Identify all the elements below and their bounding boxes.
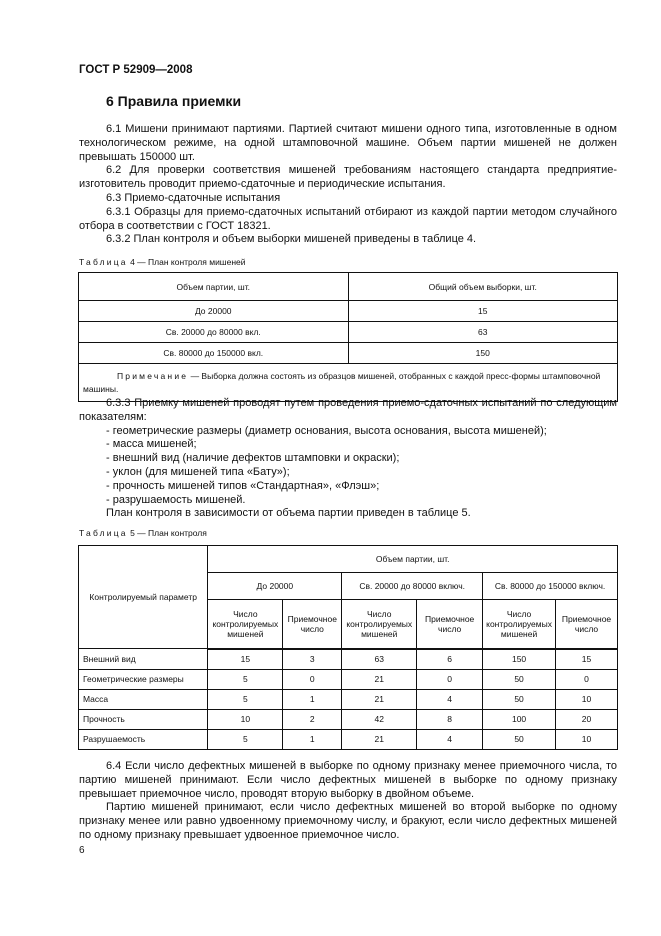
table-cell: 15 [348, 301, 618, 322]
sub-header-cell: Число контролируемых мишеней [208, 600, 283, 649]
table-cell: 21 [342, 669, 417, 689]
table-cell: 10 [556, 729, 618, 749]
section-6-text-block-2 [79, 397, 617, 521]
paragraph-6-3-2: 6.3.2 План контроля и объем выборки мишеней приведены в таблице 4. [106, 233, 477, 246]
list-item: - геометрические размеры (диаметр основания, высота основания, высота мишеней); [106, 424, 547, 437]
table-cell: 15 [556, 649, 618, 670]
table-cell: 1 [283, 729, 342, 749]
list-item: - масса мишеней; [106, 438, 197, 451]
table-cell: 20 [556, 709, 618, 729]
paragraph-6-3-3: 6.3.3 Приемку мишеней проводят путем проведения приемо-сдаточных испытаний по следующим показателям: [79, 397, 617, 423]
table-cell: 6 [417, 649, 483, 670]
range-header-cell: Св. 80000 до 150000 включ. [483, 573, 618, 600]
table-cell: 4 [417, 689, 483, 709]
table-cell: До 20000 [79, 301, 349, 322]
table-header-row [79, 273, 618, 301]
table-cell: Св. 80000 до 150000 вкл. [79, 343, 349, 364]
table-cell: 100 [483, 709, 556, 729]
table-cell: 1 [283, 689, 342, 709]
table-5-control-plan [78, 545, 618, 750]
table-cell: 21 [342, 729, 417, 749]
table-note [79, 364, 618, 402]
range-header-cell: Св. 20000 до 80000 включ. [342, 573, 483, 600]
paragraph-6-3-1: 6.3.1 Образцы для приемо-сдаточных испытаний отбирают из каждой партии методом случайного отбора в соответствии с ГОСТ 18321. [79, 205, 617, 232]
table-row [79, 649, 618, 670]
table-cell: 2 [283, 709, 342, 729]
table-note-row [79, 364, 618, 402]
table-row [79, 301, 618, 322]
sub-header-cell: Приемочное число [417, 600, 483, 649]
table-row [79, 689, 618, 709]
table-5-caption-prefix: Таблица [79, 528, 128, 538]
table-cell: 50 [483, 669, 556, 689]
section-6-text-block-1 [79, 123, 617, 247]
table-cell: 150 [348, 343, 618, 364]
table-cell: Геометрические размеры [79, 669, 208, 689]
table-4-caption [79, 257, 246, 267]
note-prefix: Примечание [117, 370, 189, 381]
table-row [79, 343, 618, 364]
table-cell: 0 [556, 669, 618, 689]
table-cell: Св. 20000 до 80000 вкл. [79, 322, 349, 343]
table-cell: Масса [79, 689, 208, 709]
section-title: 6 Правила приемки [106, 93, 242, 109]
list-item: - разрушаемость мишеней. [106, 493, 246, 506]
table-cell: 4 [417, 729, 483, 749]
table-cell: 21 [342, 689, 417, 709]
table-header-row [79, 546, 618, 573]
table-5-caption-title: 5 — План контроля [127, 528, 207, 538]
list-item: - уклон (для мишеней типа «Бату»); [106, 465, 290, 478]
sub-header-cell: Приемочное число [556, 600, 618, 649]
section-6-text-block-3 [79, 760, 617, 843]
header-cell: Общий объем выборки, шт. [348, 273, 618, 301]
paragraph-6-1: 6.1 Мишени принимают партиями. Партией считают мишени одного типа, изготовленные в одном технологическом режиме, на одной штамповочной машине. Объем партии мишеней не должен превышать 150000 шт. [79, 123, 617, 163]
table-4-caption-prefix: Таблица [79, 257, 128, 267]
table-row [79, 322, 618, 343]
table-cell: Внешний вид [79, 649, 208, 670]
table-cell: 3 [283, 649, 342, 670]
paragraph-acceptance-rule: Партию мишеней принимают, если число дефектных мишеней во второй выборке по одному признаку менее или равно удвоенному приемочному числу, и бракуют, если число дефектных мишеней по одному признаку превышает удвоенное приемочное число. [79, 801, 617, 841]
table-cell: 50 [483, 689, 556, 709]
sub-header-cell: Приемочное число [283, 600, 342, 649]
table-cell: 5 [208, 729, 283, 749]
list-item: - прочность мишеней типов «Стандартная», «Флэш»; [106, 479, 380, 492]
table-cell: 10 [556, 689, 618, 709]
table-cell: 0 [417, 669, 483, 689]
paragraph-6-2: 6.2 Для проверки соответствия мишеней требованиям настоящего стандарта предприятие-изготовитель проводит приемо-сдаточные и периодические испытания. [79, 164, 617, 191]
table-4-caption-title: 4 — План контроля мишеней [127, 257, 246, 267]
table-cell: 5 [208, 689, 283, 709]
paragraph-6-4: 6.4 Если число дефектных мишеней в выборке по одному признаку менее приемочного числа, то партию мишеней принимают. Если число дефектных мишеней в выборке по одному признаку превышает приемочное число, проводят вторую выборку в двойном объеме. [79, 760, 617, 800]
group-header-cell: Объем партии, шт. [208, 546, 618, 573]
table-row [79, 709, 618, 729]
table-cell: 63 [348, 322, 618, 343]
table-cell: 5 [208, 669, 283, 689]
table-cell: Прочность [79, 709, 208, 729]
table-5-caption [79, 528, 207, 538]
param-header-cell: Контролируемый параметр [79, 546, 208, 649]
page-number: 6 [79, 845, 85, 856]
sub-header-cell: Число контролируемых мишеней [342, 600, 417, 649]
sub-header-cell: Число контролируемых мишеней [483, 600, 556, 649]
note-text: — Выборка должна состоять из образцов мишеней, отобранных с каждой пресс-формы штамповочной машины. [83, 370, 601, 394]
document-id-header: ГОСТ Р 52909—2008 [79, 64, 193, 76]
table-cell: 0 [283, 669, 342, 689]
table-4-control-plan [78, 272, 618, 402]
table-cell: 42 [342, 709, 417, 729]
table-row [79, 669, 618, 689]
range-header-cell: До 20000 [208, 573, 342, 600]
paragraph-6-3: 6.3 Приемо-сдаточные испытания [106, 191, 281, 204]
table-cell: 63 [342, 649, 417, 670]
table-row [79, 729, 618, 749]
table-cell: 8 [417, 709, 483, 729]
table-cell: 50 [483, 729, 556, 749]
list-item: - внешний вид (наличие дефектов штамповки и окраски); [106, 452, 400, 465]
table-cell: 15 [208, 649, 283, 670]
table-cell: Разрушаемость [79, 729, 208, 749]
table-cell: 150 [483, 649, 556, 670]
header-cell: Объем партии, шт. [79, 273, 349, 301]
paragraph-plan-reference: План контроля в зависимости от объема партии приведен в таблице 5. [106, 507, 471, 520]
table-cell: 10 [208, 709, 283, 729]
